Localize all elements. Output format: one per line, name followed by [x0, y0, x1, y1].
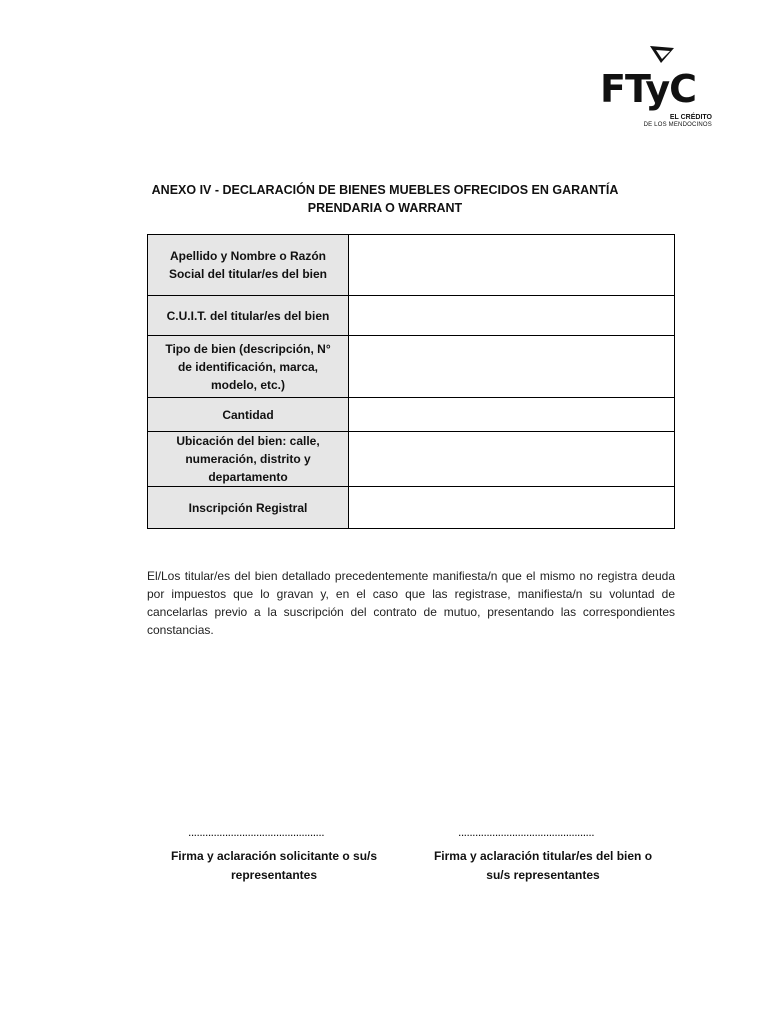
asset-type-field[interactable]	[349, 336, 675, 398]
row-label-quantity	[148, 398, 349, 432]
document-title-line1: ANEXO IV - DECLARACIÓN DE BIENES MUEBLES OFRECIDOS EN GARANTÍA	[151, 183, 619, 197]
signature-label-holder	[413, 847, 673, 885]
signature-label-line: representantes	[230, 868, 318, 882]
row-label-registration	[148, 487, 349, 529]
row-label-line: modelo, etc.)	[210, 377, 285, 392]
cuit-field[interactable]	[349, 296, 675, 336]
table-row-asset-type	[148, 336, 675, 398]
table-row-quantity	[148, 398, 675, 432]
document-title-line2: PRENDARIA O WARRANT	[307, 201, 463, 215]
goods-declaration-table	[147, 234, 675, 529]
row-label-line: Social del titular/es del bien	[168, 267, 328, 281]
declaration-paragraph: El/Los titular/es del bien detallado precedentemente manifiesta/n que el mismo no registra deuda por impuestos que lo gravan y, en el caso que las registrase, manifiesta/n su voluntad de cancelarlas previo a la suscripción del contrato de mutuo, presentando las correspondientes constancias.	[147, 569, 675, 637]
quantity-field[interactable]	[349, 398, 675, 432]
row-label-asset-type	[148, 336, 349, 398]
table-row-registration	[148, 487, 675, 529]
holder-name-field[interactable]	[349, 235, 675, 296]
signature-label-line: Firma y aclaración solicitante o su/s	[170, 849, 378, 863]
signature-label-applicant	[144, 847, 404, 885]
ftyc-logo	[596, 44, 718, 130]
signature-line-left: ................................................	[188, 825, 325, 839]
row-label-line: Tipo de bien (descripción, N°	[165, 341, 331, 356]
logo-wordmark: FTyC	[600, 67, 697, 111]
signature-line-right: ................................................	[458, 825, 595, 839]
logo-triangle-icon	[648, 44, 676, 64]
table-row-cuit	[148, 296, 675, 336]
row-label-line: departamento	[208, 470, 288, 484]
row-label-line: Inscripción Registral	[188, 500, 308, 515]
row-label-line: C.U.I.T. del titular/es del bien	[166, 308, 330, 323]
location-field[interactable]	[349, 432, 675, 487]
signature-label-line: Firma y aclaración titular/es del bien o	[433, 849, 653, 863]
table-row-location	[148, 432, 675, 487]
logo-tagline-line2: DE LOS MENDOCINOS	[643, 122, 712, 128]
row-label-line: de identificación, marca,	[177, 359, 319, 374]
row-label-line: Ubicación del bien: calle,	[176, 434, 320, 448]
row-label-line: Cantidad	[222, 407, 274, 422]
row-label-line: Apellido y Nombre o Razón	[169, 249, 326, 263]
registration-field[interactable]	[349, 487, 675, 529]
row-label-cuit	[148, 296, 349, 336]
signature-label-line: su/s representantes	[486, 868, 600, 882]
row-label-holder-name	[148, 235, 349, 296]
document-title	[150, 181, 620, 217]
table-row-holder-name	[148, 235, 675, 296]
row-label-line: numeración, distrito y	[185, 452, 311, 466]
logo-tagline-line1: EL CRÉDITO	[669, 114, 712, 121]
row-label-location	[148, 432, 349, 487]
